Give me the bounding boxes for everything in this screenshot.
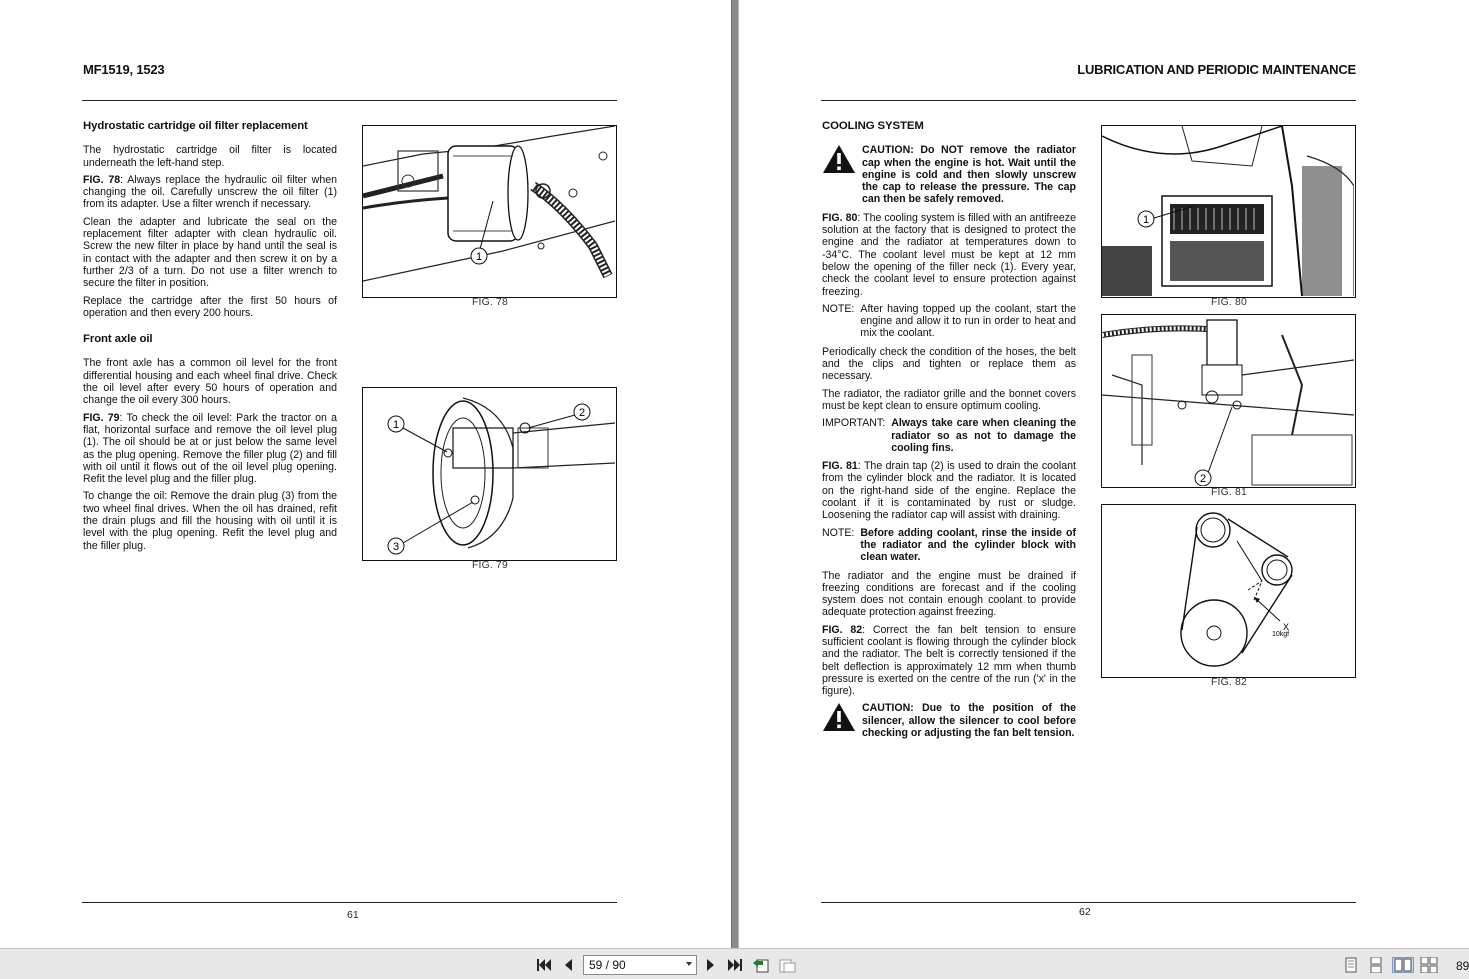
note-block bbox=[822, 303, 1076, 340]
important-block bbox=[822, 417, 1076, 454]
note-label: NOTE: bbox=[822, 302, 855, 315]
warning-triangle-icon bbox=[822, 144, 856, 174]
paragraph: FIG. 81: The drain tap (2) is used to drain the coolant from the cylinder block and the radiator. It is located on the right-hand side of the engine. Replace the coolant if it is contaminated by rust or sludge. Loosening the radiator cap will assist with draining. bbox=[822, 460, 1076, 522]
running-head-right: LUBRICATION AND PERIODIC MAINTENANCE bbox=[1077, 62, 1356, 77]
paragraph: The hydrostatic cartridge oil filter is located underneath the left-hand step. bbox=[83, 144, 337, 169]
figure-82-illustration bbox=[1101, 504, 1356, 678]
header-rule bbox=[82, 100, 617, 101]
note-text: After having topped up the coolant, start the engine and allow it to run in order to heat and mix the coolant. bbox=[860, 302, 1076, 340]
figure-79-caption: FIG. 79 bbox=[471, 560, 509, 571]
note-label: NOTE: bbox=[822, 526, 855, 539]
first-page-icon[interactable] bbox=[535, 957, 553, 973]
paragraph: FIG. 78: Always replace the hydraulic oil filter when changing the oil. Carefully unscrew the oil filter (1) from its adapter. Use a filter wrench if necessary. bbox=[83, 173, 337, 211]
paragraph: The radiator, the radiator grille and the bonnet covers must be kept clean to ensure optimum cooling. bbox=[822, 387, 1076, 412]
chevron-down-icon[interactable] bbox=[686, 962, 692, 966]
go-back-icon[interactable] bbox=[752, 957, 770, 973]
viewer-toolbar bbox=[0, 948, 1469, 979]
page-number-right: 62 bbox=[1079, 906, 1091, 918]
paragraph: Periodically check the condition of the hoses, the belt and the clips and tighten or replace them as necessary. bbox=[822, 345, 1076, 383]
paragraph: The radiator and the engine must be drained if freezing conditions are forecast and if the cooling system does not contain enough coolant to provide adequate protection against freezing. bbox=[822, 569, 1076, 619]
figure-reference: FIG. 82 bbox=[822, 623, 863, 636]
paragraph: To change the oil: Remove the drain plug (3) from the two wheel final drives. When the oil has drained, refit the drain plugs and fill the housing with oil until it is level with the plug opening. Refit the level plug and the filler plug. bbox=[83, 490, 337, 552]
note-block bbox=[822, 527, 1076, 564]
section-heading-filter: Hydrostatic cartridge oil filter replacement bbox=[83, 120, 308, 132]
footer-rule bbox=[82, 902, 617, 903]
caution-block bbox=[822, 702, 1076, 739]
callout-1: 1 bbox=[392, 419, 400, 431]
paragraph: Clean the adapter and lubricate the seal on the replacement filter adapter with clean hydraulic oil. Screw the new filter in place by hand until the seal is in contact with the adapter and then screw it on by a further 2/3 of a turn. Do not use a filter wrench to secure the filter in position. bbox=[83, 215, 337, 290]
paragraph: FIG. 80: The cooling system is filled with an antifreeze solution at the factory that is designed to protect the engine and the radiator at temperatures down to -34°C. The coolant level must be kept at 12 mm below the opening of the filler neck (1). Every year, check the coolant level to ensure protection against freezing. bbox=[822, 211, 1076, 298]
important-text: Always take care when cleaning the radiator so as not to damage the cooling fins. bbox=[891, 417, 1076, 454]
note-text: Before adding coolant, rinse the inside of the radiator and the cylinder block with clean water. bbox=[860, 526, 1076, 564]
footer-rule bbox=[821, 902, 1356, 903]
warning-triangle-icon bbox=[822, 702, 856, 732]
callout-1: 1 bbox=[1142, 214, 1150, 226]
figure-reference: FIG. 78 bbox=[83, 173, 121, 186]
figure-82-caption: FIG. 82 bbox=[1210, 677, 1248, 688]
caution-text: CAUTION: Due to the position of the silencer, allow the silencer to cool before checking or adjusting the fan belt tension. bbox=[862, 702, 1076, 740]
paragraph: FIG. 79: To check the oil level: Park the tractor on a flat, horizontal surface and remove the oil level plug (1). The oil should be at or just below the same level as the plug opening. Remove the filler plug (2) and fill with oil until it flows out of the oil level plug opening. Refit the level plug and the filler plug. bbox=[83, 411, 338, 486]
caution-block bbox=[822, 144, 1076, 205]
right-text-column bbox=[822, 120, 1076, 745]
figure-reference: FIG. 80 bbox=[822, 211, 858, 224]
figure-78-illustration bbox=[362, 125, 617, 298]
figure-81-caption: FIG. 81 bbox=[1210, 487, 1248, 498]
callout-1: 1 bbox=[475, 251, 483, 263]
page-number-field[interactable]: 59 / 90 bbox=[583, 955, 697, 975]
left-page bbox=[0, 0, 731, 948]
right-page bbox=[739, 0, 1469, 948]
facing-pages-view-icon[interactable] bbox=[1392, 957, 1414, 973]
go-forward-icon[interactable] bbox=[778, 957, 796, 973]
caution-text: CAUTION: Do NOT remove the radiator cap when the engine is hot. Wait until the engine is cold and then slowly unscrew the cap to release the pressure. The cap can then be safely removed. bbox=[862, 144, 1076, 206]
section-heading-axle: Front axle oil bbox=[83, 333, 153, 346]
continuous-facing-view-icon[interactable] bbox=[1420, 957, 1438, 973]
header-rule bbox=[821, 100, 1356, 101]
paragraph: FIG. 82: Correct the fan belt tension to ensure sufficient coolant is flowing through the cylinder block and the radiator. The belt is correctly tensioned if the belt deflection is approximately 12 mm when thumb pressure is exerted on the centre of the run ('x' in the figure). bbox=[822, 623, 1076, 698]
figure-80-caption: FIG. 80 bbox=[1210, 297, 1248, 308]
zoom-level[interactable]: 89 bbox=[1456, 959, 1469, 973]
deflection-label-x: X bbox=[1283, 622, 1290, 632]
paragraph: The front axle has a common oil level for the front differential housing and each wheel final drive. Check the oil level after every 50 hours of operation and change the oil every 300 hours. bbox=[83, 357, 337, 407]
force-label: 10kgf bbox=[1272, 631, 1290, 638]
section-heading-cooling: COOLING SYSTEM bbox=[822, 120, 924, 132]
figure-78-caption: FIG. 78 bbox=[471, 297, 509, 308]
next-page-icon[interactable] bbox=[702, 957, 720, 973]
page-number-left: 61 bbox=[347, 909, 359, 921]
figure-reference: FIG. 81 bbox=[822, 460, 858, 473]
figure-79-illustration bbox=[362, 387, 617, 561]
important-label: IMPORTANT: bbox=[822, 417, 886, 430]
running-head-left: MF1519, 1523 bbox=[83, 62, 165, 77]
callout-2: 2 bbox=[1199, 473, 1207, 485]
page-gutter bbox=[731, 0, 739, 948]
left-text-column bbox=[83, 120, 337, 557]
figure-reference: FIG. 79 bbox=[83, 411, 120, 424]
figure-80-illustration bbox=[1101, 125, 1356, 298]
single-page-view-icon[interactable] bbox=[1342, 957, 1360, 973]
continuous-view-icon[interactable] bbox=[1367, 957, 1385, 973]
paragraph: Replace the cartridge after the first 50 hours of operation and then every 200 hours. bbox=[83, 294, 337, 319]
callout-3: 3 bbox=[392, 541, 400, 553]
callout-2: 2 bbox=[578, 407, 586, 419]
last-page-icon[interactable] bbox=[726, 957, 744, 973]
prev-page-icon[interactable] bbox=[559, 957, 577, 973]
figure-81-illustration bbox=[1101, 314, 1356, 488]
